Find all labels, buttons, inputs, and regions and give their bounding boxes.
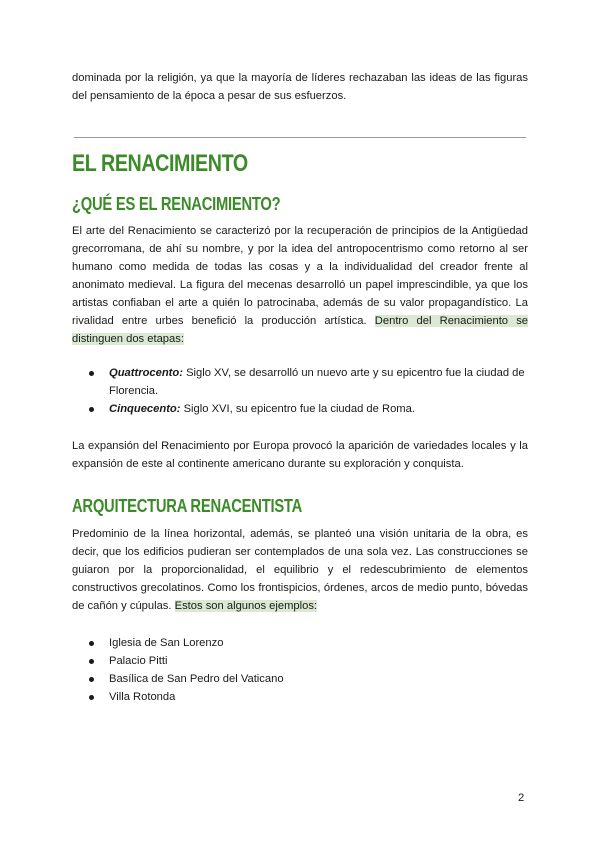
stage-description: Siglo XV, se desarrolló un nuevo arte y su epicentro fue la ciudad de Florencia. (109, 367, 525, 397)
list-item (72, 670, 528, 688)
highlighted-text-stages: Dentro del Renacimiento se distinguen dos etapas: (72, 315, 529, 345)
examples-list (72, 634, 528, 706)
section-title: EL RENACIMIENTO (72, 150, 248, 177)
bullet-icon (89, 677, 94, 682)
arquitectura-paragraph-text: Predominio de la línea horizontal, además, se planteó una visión unitaria de la obra, es decir, que los edificios pudieran ser contemplados de una sola vez. Las construcciones se guiaron por la proporcionalidad, el equilibrio y el redescubrimiento de elementos constructivos grecolatinos. Como los frontispicios, órdenes, arcos de medio punto, bóvedas de cañón y cúpulas. (72, 528, 528, 612)
list-item (72, 652, 528, 670)
renacimiento-paragraph (72, 222, 528, 348)
list-item (72, 688, 528, 706)
bullet-icon (89, 407, 94, 412)
stage-term: Cinquecento: (109, 403, 181, 415)
example-name: Villa Rotonda (109, 691, 176, 703)
arquitectura-paragraph (72, 525, 528, 615)
example-name: Iglesia de San Lorenzo (109, 637, 224, 649)
list-item (72, 364, 528, 400)
subsection-title-arquitectura: ARQUITECTURA RENACENTISTA (72, 496, 303, 516)
subsection-title-renacimiento: ¿QUÉ ES EL RENACIMIENTO? (72, 194, 281, 214)
stage-description: Siglo XVI, su epicentro fue la ciudad de Roma. (180, 403, 415, 415)
expansion-paragraph: La expansión del Renacimiento por Europa provocó la aparición de variedades locales y la expansión de este al continente americano durante su exploración y conquista. (72, 440, 528, 470)
highlighted-text-examples: Estos son algunos ejemplos: (174, 600, 318, 612)
example-name: Basílica de San Pedro del Vaticano (109, 673, 284, 685)
horizontal-divider (74, 137, 526, 138)
list-item (72, 634, 528, 652)
bullet-icon (89, 659, 94, 664)
intro-paragraph: dominada por la religión, ya que la mayoría de líderes rechazaban las ideas de las figuras del pensamiento de la época a pesar de sus esfuerzos. (72, 72, 528, 102)
stages-list (72, 364, 528, 418)
bullet-icon (89, 641, 94, 646)
example-name: Palacio Pitti (109, 655, 168, 667)
stage-term: Quattrocento: (109, 367, 183, 379)
bullet-icon (89, 371, 94, 376)
page-number: 2 (518, 792, 525, 804)
list-item (72, 400, 528, 418)
renacimiento-paragraph-text: El arte del Renacimiento se caracterizó por la recuperación de principios de la Antigüedad grecorromana, de ahí su nombre, y por la idea del antropocentrismo como retorno al ser humano como medida de todas las cosas y a la individualidad del creador frente al anonimato medieval. La figura del mecenas desarrolló un papel imprescindible, ya que los artistas confiaban el arte a quién lo patrocinaba, además de su valor propagandístico. La rivalidad entre urbes benefició la producción artística. (72, 225, 528, 327)
bullet-icon (89, 695, 94, 700)
